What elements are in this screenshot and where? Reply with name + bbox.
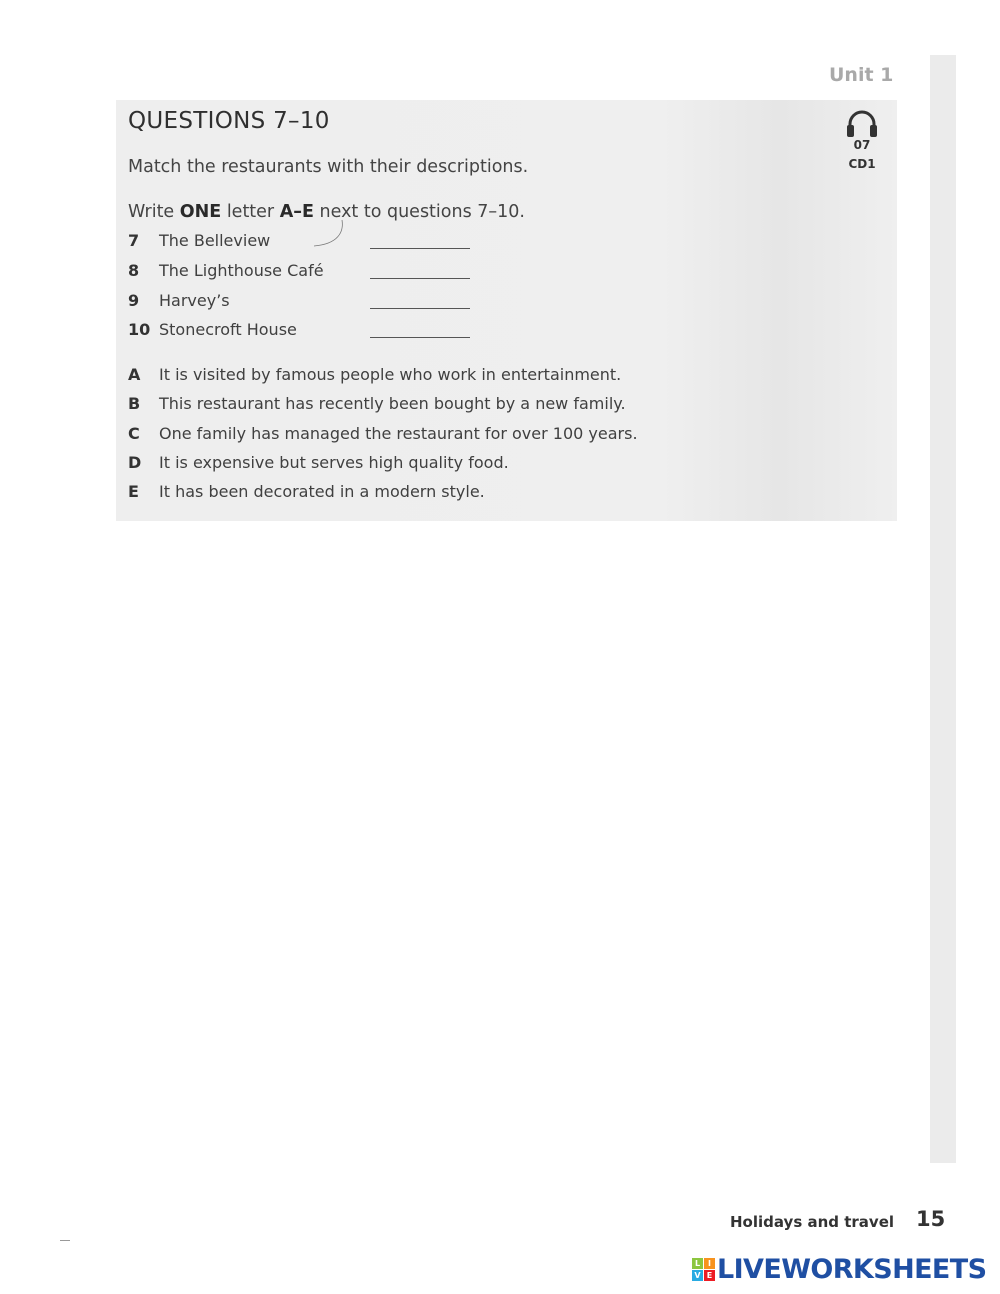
- page-number: 15: [916, 1207, 946, 1231]
- question-text: Harvey’s: [159, 291, 230, 310]
- liveworksheets-logo[interactable]: [692, 1254, 986, 1284]
- question-number: 7: [128, 231, 140, 250]
- option-text: It is expensive but serves high quality food.: [159, 453, 509, 472]
- pencil-stroke: [312, 218, 352, 250]
- question-text: The Belleview: [159, 231, 271, 250]
- option-text: It has been decorated in a modern style.: [159, 482, 485, 501]
- question-text: Stonecroft House: [159, 320, 297, 339]
- answer-blank[interactable]: [370, 337, 470, 338]
- page-edge-shadow: [930, 55, 956, 1163]
- question-number: 9: [128, 291, 140, 310]
- option-text: This restaurant has recently been bought by a new family.: [159, 394, 626, 413]
- unit-label: Unit 1: [829, 64, 894, 86]
- audio-track-number: 07: [853, 138, 871, 152]
- instruction-write: Write ONE letter A–E next to questions 7–10.: [128, 202, 525, 222]
- option-letter: E: [128, 482, 139, 501]
- logo-square: V: [692, 1270, 703, 1281]
- logo-square: E: [704, 1270, 715, 1281]
- margin-mark: [60, 1240, 70, 1241]
- logo-square: I: [704, 1258, 715, 1269]
- footer-chapter-title: Holidays and travel: [730, 1213, 895, 1231]
- logo-square: L: [692, 1258, 703, 1269]
- section-title: QUESTIONS 7–10: [128, 108, 330, 134]
- instruction-match: Match the restaurants with their descriptions.: [128, 157, 529, 177]
- question-text: The Lighthouse Café: [159, 261, 324, 280]
- answer-blank[interactable]: [370, 278, 470, 279]
- headphones-icon: [838, 108, 886, 138]
- questions-panel: [116, 100, 897, 521]
- question-number: 8: [128, 261, 140, 280]
- option-letter: A: [128, 365, 141, 384]
- option-letter: C: [128, 424, 140, 443]
- logo-text: LIVEWORKSHEETS: [717, 1253, 987, 1285]
- option-text: One family has managed the restaurant for over 100 years.: [159, 424, 638, 443]
- logo-squares-icon: [692, 1258, 715, 1281]
- answer-blank[interactable]: [370, 248, 470, 249]
- answer-blank[interactable]: [370, 308, 470, 309]
- option-letter: B: [128, 394, 141, 413]
- option-letter: D: [128, 453, 142, 472]
- audio-cd-label: CD1: [848, 157, 876, 171]
- question-number: 10: [128, 320, 151, 339]
- audio-track-marker: [838, 108, 886, 171]
- option-text: It is visited by famous people who work in entertainment.: [159, 365, 622, 384]
